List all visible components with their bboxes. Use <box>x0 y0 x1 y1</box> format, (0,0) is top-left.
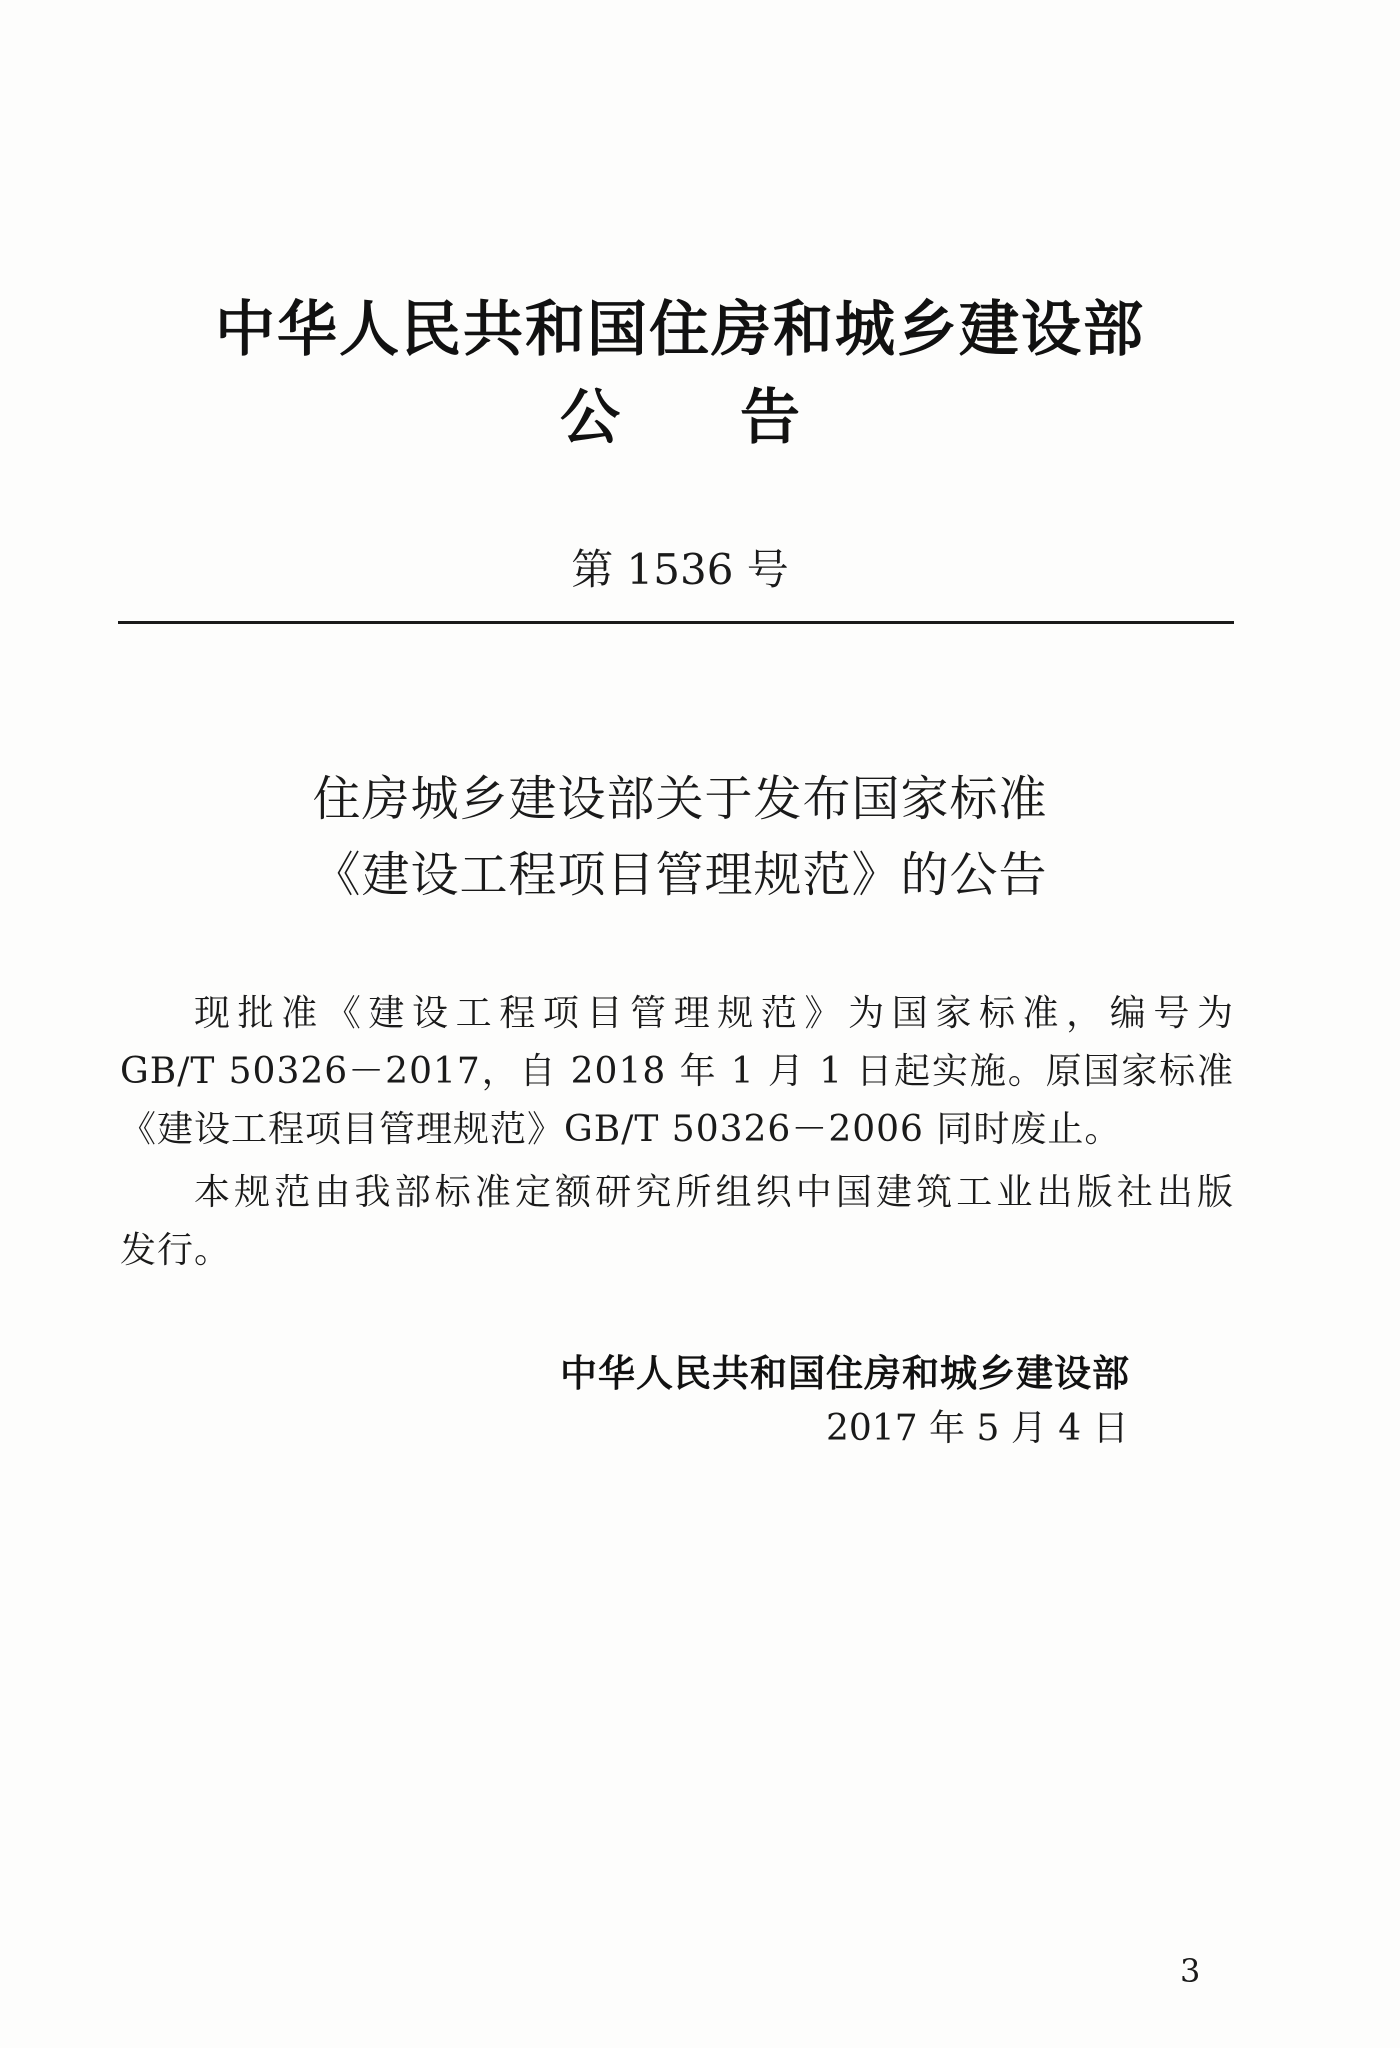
issue-number: 第 1536 号 <box>571 545 789 594</box>
body-paragraph-2-line-1: 本规范由我部标准定额研究所组织中国建筑工业出版社出版 <box>194 1172 1234 1213</box>
body-paragraph-2 <box>120 1164 1234 1280</box>
signature-date: 2017 年 5 月 4 日 <box>826 1408 1129 1449</box>
header-divider <box>118 621 1234 624</box>
body-paragraph-1 <box>120 985 1234 1159</box>
ministry-title: 中华人民共和国住房和城乡建设部 <box>215 295 1145 365</box>
body-paragraph-1-line-3: 《建设工程项目管理规范》GB/T 50326－2006 同时废止。 <box>120 1109 1122 1150</box>
headline-line-1: 住房城乡建设部关于发布国家标准 <box>312 771 1048 827</box>
body-paragraph-1-line-1: 现批准《建设工程项目管理规范》为国家标准，编号为 <box>194 993 1234 1034</box>
notice-heading: 公告 <box>560 383 920 453</box>
body-paragraph-2-line-2: 发行。 <box>120 1230 232 1271</box>
body-paragraph-1-line-2: GB/T 50326－2017，自 2018 年 1 月 1 日起实施。原国家标准 <box>120 1051 1234 1092</box>
headline-line-2: 《建设工程项目管理规范》的公告 <box>312 847 1048 903</box>
signature-organization: 中华人民共和国住房和城乡建设部 <box>560 1352 1130 1395</box>
page-number: 3 <box>1180 1952 1201 1990</box>
